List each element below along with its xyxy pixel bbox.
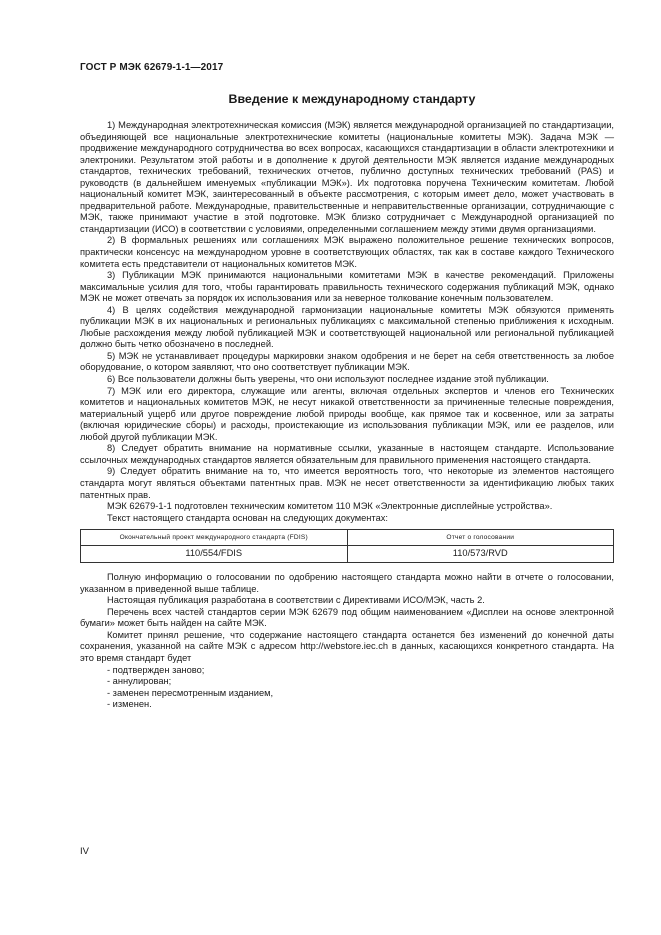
- body-text: [80, 120, 614, 711]
- table-header-voting-report: Отчет о голосовании: [347, 530, 614, 546]
- paragraph-3: 3) Публикации МЭК принимаются национальными комитетами МЭК в качестве рекомендаций. Приложены максимальные усилия для того, чтобы гарантировать правильность технического содержания публикаций МЭК, однако МЭК не может отвечать за порядок их использования или за неверное толкование конечным пользователем.: [80, 270, 614, 304]
- section-title: Введение к международному стандарту: [228, 92, 476, 106]
- list-item: - аннулирован;: [107, 676, 172, 687]
- committee-decision-paragraph: Комитет принял решение, что содержание настоящего стандарта останется без изменений до конечной даты сохранения, указанной на сайте МЭК с адресом http://webstore.iec.ch в данных, касающихся конкретного стандарта. На это время стандарт будет: [80, 629, 614, 663]
- paragraph-7: 7) МЭК или его директора, служащие или агенты, включая отдельных экспертов и членов его Технических комитетов и национальных комитетов МЭК, не несут никакой ответственности за причиненные телесные повреждения, материальный ущерб или другое повреждение любой природы вообще, как прямое так и косвенное, или за затраты (включая юридические сборы) и расходы, проистекающие из использования публикации МЭК, или ее разделов, или любой другой публикации МЭК.: [80, 385, 614, 442]
- paragraph-2: 2) В формальных решениях или соглашениях МЭК выражено положительное решение технических вопросов, практически консенсус на международном уровне в соответствующих областях, так как в составе каждого Технического комитета есть представители от национальных комитетов МЭК.: [80, 235, 614, 269]
- prepared-by-paragraph: МЭК 62679-1-1 подготовлен техническим комитетом 110 МЭК «Электронные дисплейные устройства».: [107, 501, 553, 512]
- document-code: ГОСТ Р МЭК 62679-1-1—2017: [80, 62, 224, 73]
- table-cell-rvd: 110/573/RVD: [347, 546, 614, 563]
- list-item: - изменен.: [107, 699, 152, 710]
- list-item: - заменен пересмотренным изданием,: [107, 687, 274, 698]
- paragraph-6: 6) Все пользователи должны быть уверены, что они используют последнее издание этой публикации.: [107, 374, 549, 385]
- table-header-fdis: Окончательный проект международного стандарта (FDIS): [81, 530, 348, 546]
- paragraph-4: 4) В целях содействия международной гармонизации национальные комитеты МЭК обязуются применять публикации МЭК в их национальных и региональных публикациях с максимальной степенью приближения к исходным. Любые расхождения между любой публикацией МЭК и соответствующей национальной или региональной публикацией должно быть четко обозначено в последней.: [80, 304, 614, 350]
- table-header-row: [81, 530, 614, 546]
- directives-paragraph: Настоящая публикация разработана в соответствии с Директивами ИСО/МЭК, часть 2.: [107, 595, 485, 606]
- table-row: [81, 546, 614, 563]
- voting-info-paragraph: Полную информацию о голосовании по одобрению настоящего стандарта можно найти в отчете о голосовании, указанном в приведенной выше таблице.: [80, 572, 614, 594]
- list-item: - подтвержден заново;: [107, 664, 205, 675]
- paragraph-1: 1) Международная электротехническая комиссия (МЭК) является международной организацией по стандартизации, объединяющей все национальные электротехнические комитеты (национальные комитеты МЭК). Задача МЭК — продвижение международного сотрудничества во всех вопросах, касающихся стандартизации в области электротехники и электроники. Результатом этой работы и в дополнение к другой деятельности МЭК является издание международных стандартов, технических требований, технических отчетов, публично доступных технических требований (PAS) и руководств (в дальнейшем именуемых «публикации МЭК»). Их подготовка поручена Техническим комитетам. Любой национальный комитет МЭК, заинтересованный в объекте рассмотрения, с которым имеет дело, может участвовать в предварительной работе. Международные, правительственные и неправительственные организации, сотрудничающие с МЭК, также принимают участие в этой подготовке. МЭК близко сотрудничает с Международной организацией по стандартизации (ИСО) в соответствии с условиями, определенными соглашением между этими двумя организациями.: [80, 120, 614, 234]
- paragraph-5: 5) МЭК не устанавливает процедуры маркировки знаком одобрения и не берет на себя ответственность за любое оборудование, о котором заявляют, что оно соответствует публикации МЭК.: [80, 350, 614, 373]
- voting-documents-table: [80, 529, 614, 563]
- series-list-paragraph: Перечень всех частей стандартов серии МЭК 62679 под общим наименованием «Дисплеи на основе электронной бумаги» может быть найден на сайте МЭК.: [80, 606, 614, 629]
- based-on-paragraph: Текст настоящего стандарта основан на следующих документах:: [107, 512, 388, 523]
- table-cell-fdis: 110/554/FDIS: [81, 546, 348, 563]
- paragraph-9: 9) Следует обратить внимание на то, что имеется вероятность того, что некоторые из элементов настоящего стандарта могут являться объектами патентных прав. МЭК не несет ответственности за идентификацию любых таких патентных прав.: [80, 466, 614, 500]
- page-number: IV: [80, 846, 89, 857]
- options-list: [80, 665, 614, 711]
- paragraph-8: 8) Следует обратить внимание на нормативные ссылки, указанные в настоящем стандарте. Использование ссылочных международных стандартов является обязательным для правильного применения настоящего стандарта.: [80, 443, 614, 465]
